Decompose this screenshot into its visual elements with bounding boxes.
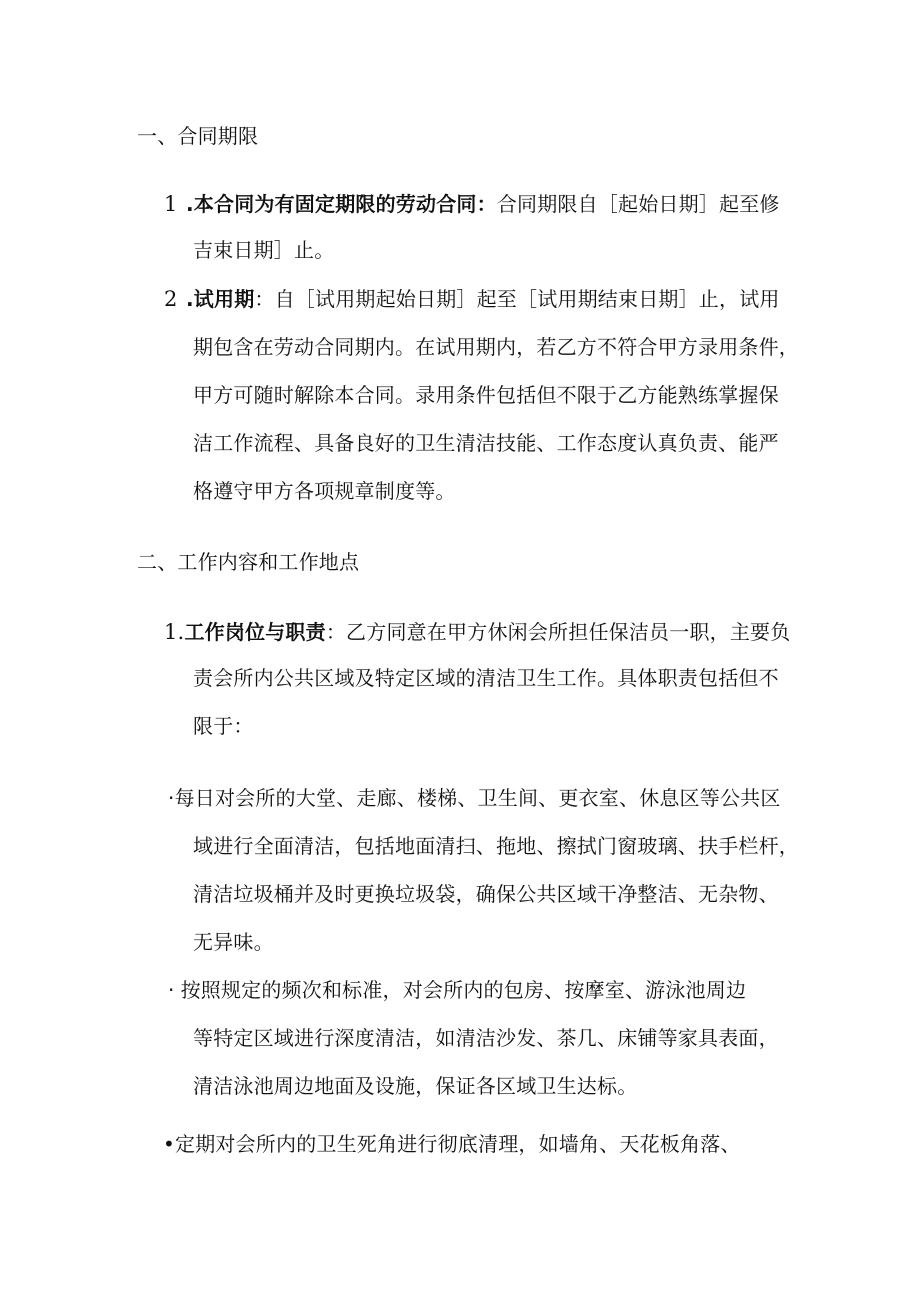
bullet-text: 按照规定的频次和标准，对会所内的包房、按摩室、游泳池周边 <box>180 978 747 1002</box>
item-marker: 1 <box>164 192 178 216</box>
item-text: ：乙方同意在甲方休闲会所担任保洁员一职，主要负 <box>325 620 791 644</box>
item-title: .试用期 <box>186 287 255 311</box>
item-text: 格遵守甲方各项规章制度等。 <box>193 479 456 503</box>
bullet-item <box>168 784 781 812</box>
item-first-line <box>164 618 790 646</box>
item-marker: 1. <box>164 620 185 644</box>
bullet-text: 定期对会所内的卫生死角进行彻底清理，如墙角、天花板角落、 <box>175 1132 741 1156</box>
bullet-marker: • <box>163 1132 175 1156</box>
item-text: 责会所内公共区域及特定区域的清洁卫生工作。具体职责包括但不 <box>193 666 779 690</box>
bullet-text: 无异味。 <box>193 930 274 954</box>
section-heading-2: 二、工作内容和工作地点 <box>137 550 360 574</box>
bullet-text: 等特定区域进行深度清洁，如清洁沙发、茶几、床铺等家具表面， <box>193 1026 779 1050</box>
bullet-marker: · <box>168 978 175 1002</box>
bullet-text: 每日对会所的大堂、走廊、楼梯、卫生间、更衣室、休息区等公共区 <box>174 786 781 810</box>
item-title: .本合同为有固定期限的劳动合同： <box>186 192 497 216</box>
item-text: 吉束日期］止。 <box>193 238 335 262</box>
item-title: 工作岗位与职责 <box>184 620 326 644</box>
bullet-text: 域进行全面清洁，包括地面清扫、拖地、擦拭门窗玻璃、扶手栏杆， <box>193 834 799 858</box>
bullet-marker: · <box>168 786 175 810</box>
item-marker: 2 <box>164 287 178 311</box>
bullet-text: 清洁泳池周边地面及设施，保证各区域卫生达标。 <box>193 1074 638 1098</box>
bullet-item <box>168 976 746 1004</box>
item-first-line <box>186 190 780 218</box>
item-text: 甲方可随时解除本合同。录用条件包括但不限于乙方能熟练掌握保 <box>193 383 779 407</box>
bullet-item <box>163 1130 741 1158</box>
item-text: ：自［试用期起始日期］起至［试用期结束日期］止，试用 <box>254 287 780 311</box>
item-text: 合同期限自［起始日期］起至修 <box>496 192 780 216</box>
item-text: 期包含在劳动合同期内。在试用期内，若乙方不符合甲方录用条件， <box>193 335 799 359</box>
item-text: 限于： <box>193 714 254 738</box>
item-first-line <box>186 285 780 313</box>
item-text: 洁工作流程、具备良好的卫生清洁技能、工作态度认真负责、能严 <box>193 431 779 455</box>
bullet-text: 清洁垃圾桶并及时更换垃圾袋，确保公共区域干净整洁、无杂物、 <box>193 882 779 906</box>
section-heading-1: 一、合同期限 <box>137 124 259 148</box>
